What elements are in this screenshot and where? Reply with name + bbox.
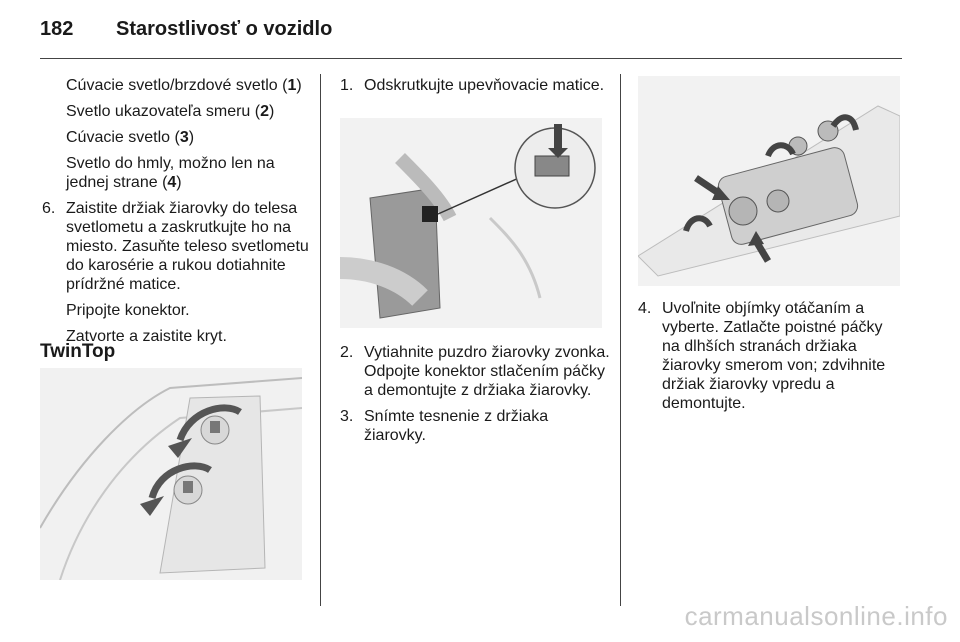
step-number: 3. (340, 408, 354, 425)
step-text: Zaistite držiak žiarovky do telesa svetlometu a zaskrutkujte ho na miesto. Zasuňte teleso svetlometu do karosérie a rukou dotiahnite prídržné matice. (66, 200, 309, 293)
header-rule (40, 58, 902, 59)
connect-paragraph: Pripojte konektor. (66, 302, 190, 319)
step-number: 6. (42, 200, 56, 217)
bulb-list-item: Cúvacie svetlo (3) (66, 129, 195, 146)
column-divider-left (320, 74, 321, 606)
watermark: carmanualsonline.info (684, 601, 948, 631)
step-text: Odskrutkujte upevňovacie matice. (364, 77, 605, 94)
bulb-holder-figure (638, 76, 900, 286)
step-text: Snímte tesnenie z držiaka žiarovky. (364, 408, 549, 444)
page-title: Starostlivosť o vozidlo (116, 18, 333, 40)
bulb-list-item: Svetlo do hmly, možno len na jednej strane (4) (66, 155, 275, 191)
step-text: Vytiahnite puzdro žiarovky zvonka. Odpojte konektor stlačením páčky a demontujte z držiaka žiarovky. (364, 344, 610, 399)
bulb-list-item: Cúvacie svetlo/brzdové svetlo (1) (66, 77, 302, 94)
left-column (42, 76, 310, 346)
middle-column-steps (340, 343, 610, 445)
column-divider-right (620, 74, 621, 606)
step-4 (638, 299, 902, 413)
bulb-list-item: Svetlo ukazovateľa smeru (2) (66, 103, 275, 120)
step-text: Uvoľnite objímky otáčaním a vyberte. Zatlačte poistné páčky na dlhších stranách držiaka žiarovky smerom von; zdvihnite držiak žiarovky vpredu a demontujte. (662, 300, 886, 412)
step-number: 2. (340, 344, 354, 361)
step-1 (340, 76, 610, 95)
middle-column (340, 76, 610, 95)
close-paragraph: Zatvorte a zaistite kryt. (66, 328, 227, 345)
step-number: 4. (638, 300, 652, 317)
right-column-steps (638, 299, 902, 413)
fastening-nuts-figure (340, 118, 602, 328)
step-number: 1. (340, 77, 354, 94)
section-heading: TwinTop (40, 341, 116, 362)
page-header (40, 18, 332, 41)
page-number: 182 (40, 18, 74, 40)
twintop-figure (40, 368, 302, 580)
step-3 (340, 407, 610, 445)
step-6 (42, 199, 310, 294)
step-2 (340, 343, 610, 400)
